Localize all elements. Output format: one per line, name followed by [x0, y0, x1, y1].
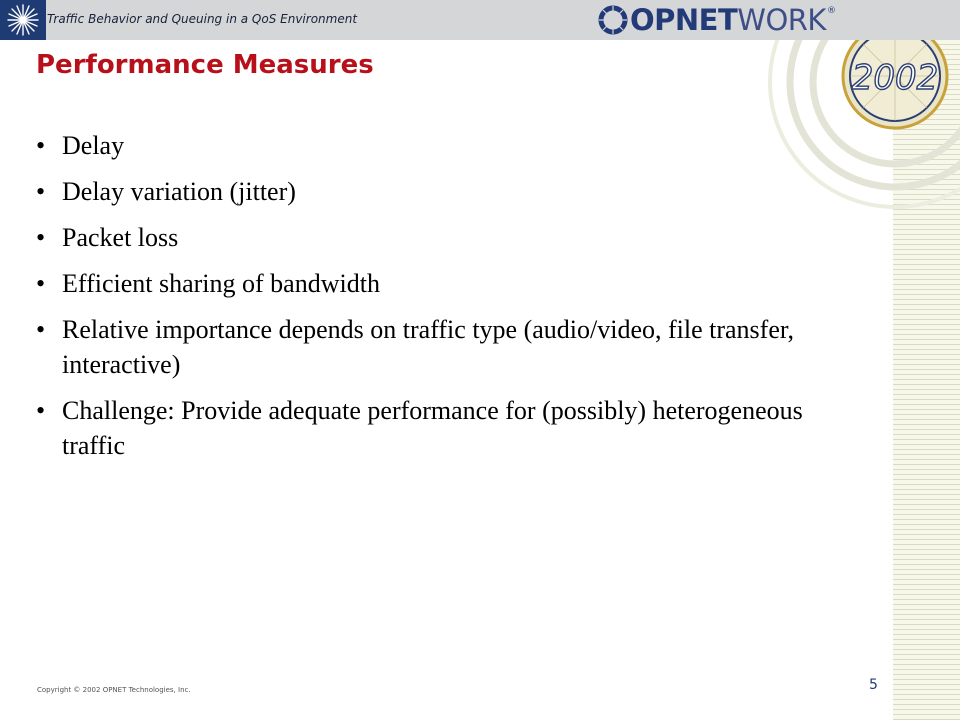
bullet-item — [36, 266, 836, 301]
bullet-symbol: • — [36, 131, 46, 160]
bullet-item — [36, 312, 836, 382]
bullet-text: Packet loss — [62, 223, 179, 252]
bullet-text: Delay — [62, 131, 125, 160]
bullet-text: Efficient sharing of bandwidth — [62, 269, 380, 298]
bullet-symbol: • — [36, 223, 46, 252]
logo-text-light: WORK — [737, 2, 826, 37]
bullet-text: Relative importance depends on traffic type (audio/video, file transfer, interactive) — [62, 315, 794, 379]
opnet-ring-icon — [598, 5, 628, 35]
bullet-symbol: • — [36, 177, 46, 206]
bullet-symbol: • — [36, 396, 46, 425]
slide-title: Performance Measures — [36, 50, 374, 80]
registered-mark: ® — [826, 6, 836, 16]
page-number: 5 — [869, 677, 878, 693]
star-icon — [0, 0, 46, 40]
bullet-item — [36, 220, 836, 255]
presentation-title: Traffic Behavior and Queuing in a QoS Environment — [47, 12, 358, 26]
header-bar — [0, 0, 960, 40]
bullet-list — [36, 128, 836, 474]
bullet-text: Challenge: Provide adequate performance for (possibly) heterogeneous traffic — [62, 396, 803, 460]
logo-text-bold: OPNET — [630, 2, 738, 37]
bullet-item — [36, 174, 836, 209]
bullet-item — [36, 128, 836, 163]
bullet-text: Delay variation (jitter) — [62, 177, 296, 206]
copyright-notice: Copyright © 2002 OPNET Technologies, Inc. — [37, 686, 191, 694]
bullet-symbol: • — [36, 269, 46, 298]
opnetwork-logo — [598, 3, 836, 37]
bullet-symbol: • — [36, 315, 46, 344]
bullet-item — [36, 393, 836, 463]
badge-year-text: 2002 — [851, 58, 939, 98]
